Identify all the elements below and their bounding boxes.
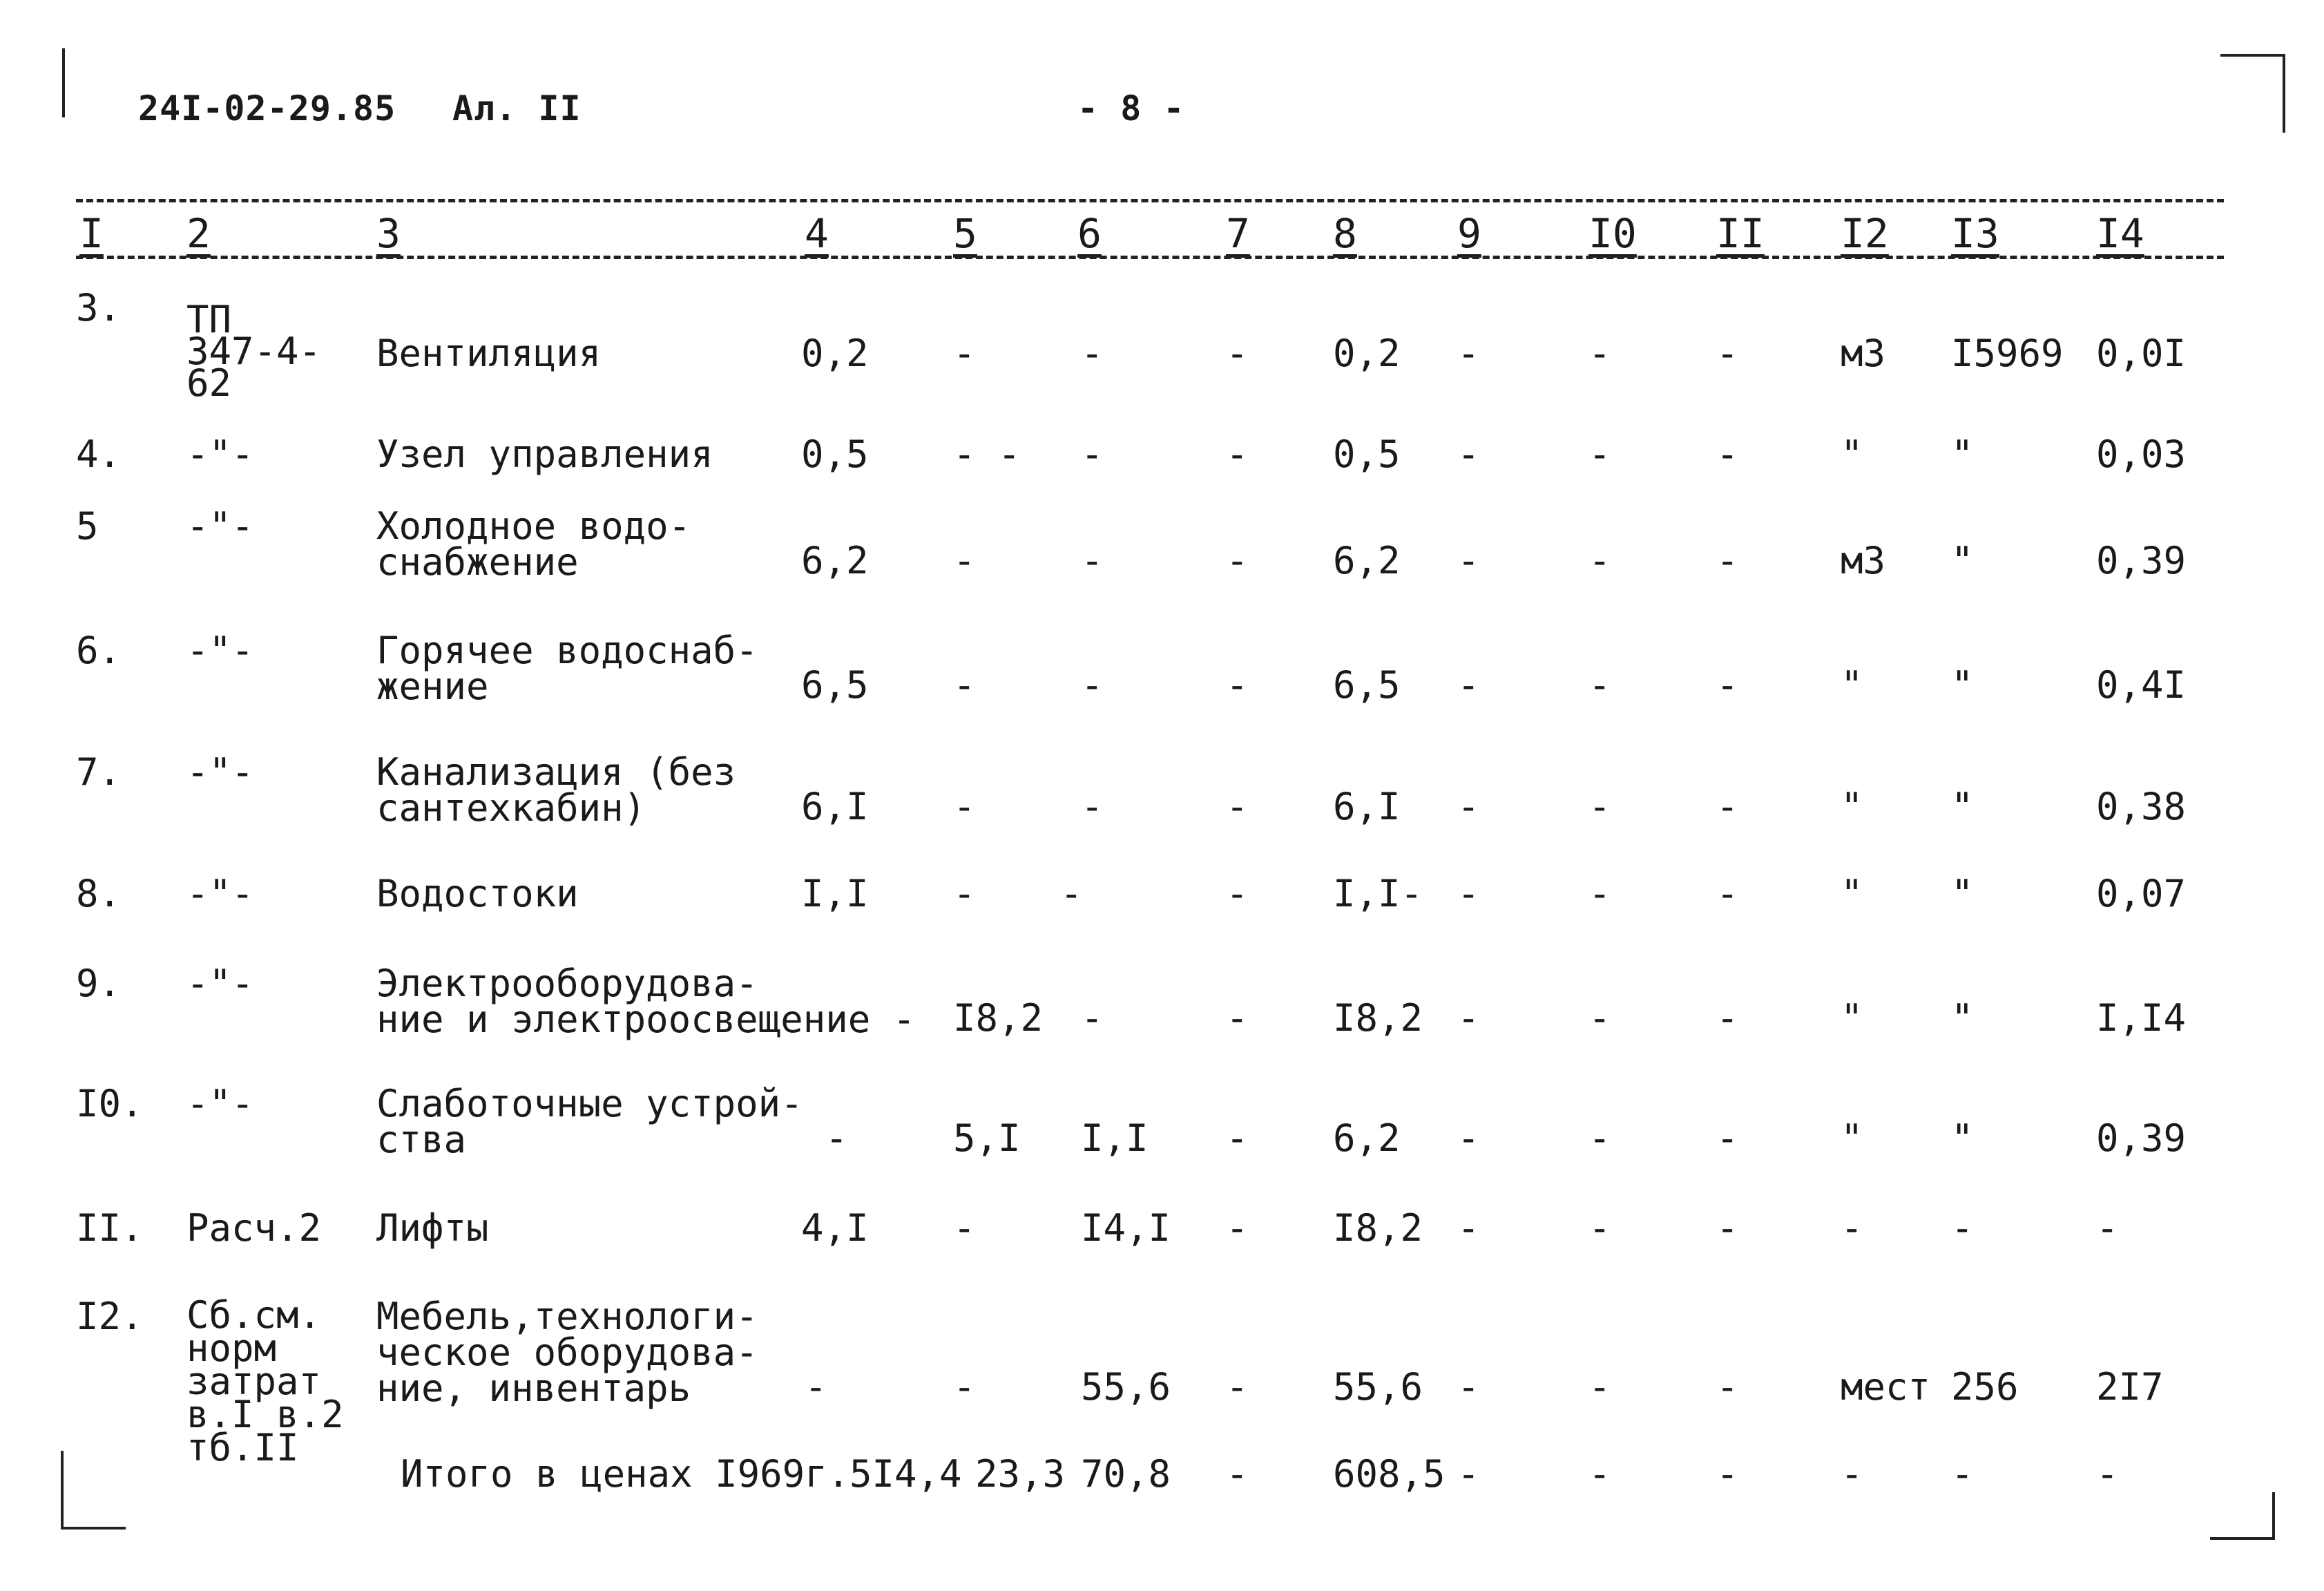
col-5-value: I8,2	[953, 996, 1044, 1040]
item-name: Горячее водоснаб- жение	[376, 629, 758, 708]
row-number: 3.	[76, 286, 122, 330]
col-4-value: 6,2	[801, 539, 869, 582]
item-name: Холодное водо- снабжение	[376, 504, 691, 584]
col-6-value: I4,I	[1081, 1206, 1171, 1250]
col-9-value: -	[1457, 996, 1480, 1040]
column-header-12: I2	[1841, 210, 1889, 257]
col-8-value: I8,2	[1333, 1206, 1423, 1250]
col-13-value: "	[1951, 663, 1974, 707]
total-col-11: -	[1716, 1452, 1739, 1496]
col-5-value: -	[953, 332, 976, 375]
corner-mark-top-left	[62, 48, 65, 117]
col-11-value: -	[1716, 996, 1739, 1040]
col-8-value: 55,6	[1333, 1365, 1423, 1409]
item-name: Слаботочные устрой- ства	[376, 1082, 803, 1161]
col-14-value: 0,07	[2096, 872, 2187, 915]
col-9-value: -	[1457, 1365, 1480, 1409]
col-8-value: I8,2	[1333, 996, 1423, 1040]
col-13-value: "	[1951, 996, 1974, 1040]
total-col-6: 70,8	[1081, 1452, 1171, 1496]
col-5-value: -	[953, 663, 976, 707]
col-13-value: "	[1951, 539, 1974, 582]
col-10-value: -	[1588, 663, 1611, 707]
col-5-value: - -	[953, 432, 1021, 476]
column-header-10: I0	[1588, 210, 1637, 257]
col-4-value: 6,5	[801, 663, 869, 707]
col-4-value: -	[805, 1365, 827, 1409]
col-8-value: 6,2	[1333, 539, 1401, 582]
col-9-value: -	[1457, 785, 1480, 828]
col-11-value: -	[1716, 663, 1739, 707]
col-14-value: -	[2096, 1206, 2119, 1250]
col-7-value: -	[1226, 785, 1249, 828]
column-header-3: 3	[376, 210, 401, 257]
col-7-value: -	[1226, 663, 1249, 707]
column-header-2: 2	[186, 210, 211, 257]
row-number: 8.	[76, 872, 122, 915]
sheet-label: Ал. II	[452, 88, 582, 128]
col-7-value: -	[1226, 539, 1249, 582]
reference: -"-	[186, 1082, 254, 1125]
page-number: - 8 -	[1077, 88, 1185, 128]
col-13-value: 256	[1951, 1365, 2019, 1409]
col-13-value: -	[1951, 1206, 1974, 1250]
col-5-value: -	[953, 539, 976, 582]
col-14-value: 0,4I	[2096, 663, 2187, 707]
item-name: Лифты	[376, 1206, 489, 1250]
doc-code: 24I-02-29.85	[138, 88, 396, 128]
column-header-5: 5	[953, 210, 977, 257]
reference: ТП 347-4- 62	[186, 298, 322, 405]
col-11-value: -	[1716, 1116, 1739, 1160]
col-11-value: -	[1716, 785, 1739, 828]
col-4-value: I,I	[801, 872, 869, 915]
reference: -"-	[186, 750, 254, 794]
col-4-value: 6,I	[801, 785, 869, 828]
col-14-value: I,I4	[2096, 996, 2187, 1040]
col-8-value: 0,5	[1333, 432, 1401, 476]
col-5-value: -	[953, 785, 976, 828]
col-7-value: -	[1226, 1116, 1249, 1160]
column-header-7: 7	[1226, 210, 1250, 257]
col-6-value: -	[1060, 872, 1083, 915]
col-10-value: -	[1588, 1206, 1611, 1250]
col-13-value: "	[1951, 872, 1974, 915]
reference: -"-	[186, 504, 254, 548]
reference: -"-	[186, 962, 254, 1005]
reference: -"-	[186, 629, 254, 672]
total-col-4: 5I4,4	[849, 1452, 962, 1496]
item-name: Вентиляция	[376, 332, 602, 375]
item-name: Электрооборудова- ние и электроосвещение -	[376, 962, 916, 1041]
col-12-value: "	[1841, 663, 1863, 707]
col-7-value: -	[1226, 996, 1249, 1040]
col-7-value: -	[1226, 1206, 1249, 1250]
item-name: Узел управления	[376, 432, 713, 476]
corner-mark-bottom-left	[61, 1451, 126, 1530]
total-col-13: -	[1951, 1452, 1974, 1496]
total-col-7: -	[1226, 1452, 1249, 1496]
total-col-9: -	[1457, 1452, 1480, 1496]
col-13-value: "	[1951, 432, 1974, 476]
column-header-14: I4	[2096, 210, 2144, 257]
col-6-value: -	[1081, 539, 1104, 582]
col-7-value: -	[1226, 872, 1249, 915]
row-number: 7.	[76, 750, 122, 794]
col-11-value: -	[1716, 1365, 1739, 1409]
col-8-value: 6,5	[1333, 663, 1401, 707]
col-6-value: 55,6	[1081, 1365, 1171, 1409]
col-9-value: -	[1457, 1116, 1480, 1160]
corner-mark-bottom-right	[2210, 1492, 2275, 1540]
col-6-value: I,I	[1081, 1116, 1149, 1160]
col-5-value: -	[953, 1365, 976, 1409]
row-number: 5	[76, 504, 99, 548]
col-11-value: -	[1716, 432, 1739, 476]
reference: Расч.2	[186, 1206, 322, 1250]
col-4-value: 0,5	[801, 432, 869, 476]
total-col-8: 608,5	[1333, 1452, 1446, 1496]
column-header-11: II	[1716, 210, 1765, 257]
col-12-value: "	[1841, 785, 1863, 828]
col-9-value: -	[1457, 872, 1480, 915]
col-9-value: -	[1457, 332, 1480, 375]
col-14-value: 0,39	[2096, 539, 2187, 582]
column-header-6: 6	[1077, 210, 1102, 257]
col-12-value: мест	[1841, 1365, 1931, 1409]
total-col-10: -	[1588, 1452, 1611, 1496]
total-col-5: 23,3	[975, 1452, 1066, 1496]
col-6-value: -	[1081, 332, 1104, 375]
row-number: I2.	[76, 1295, 144, 1338]
col-12-value: мЗ	[1841, 539, 1886, 582]
col-10-value: -	[1588, 539, 1611, 582]
column-header-4: 4	[805, 210, 829, 257]
col-11-value: -	[1716, 539, 1739, 582]
header-top-rule	[76, 199, 2224, 202]
col-9-value: -	[1457, 1206, 1480, 1250]
col-4-value: 4,I	[801, 1206, 869, 1250]
col-12-value: "	[1841, 1116, 1863, 1160]
col-8-value: 6,I	[1333, 785, 1401, 828]
total-col-12: -	[1841, 1452, 1863, 1496]
total-label: Итого в ценах I969г.	[401, 1452, 850, 1496]
col-11-value: -	[1716, 332, 1739, 375]
row-number: I0.	[76, 1082, 144, 1125]
col-5-value: -	[953, 1206, 976, 1250]
col-10-value: -	[1588, 1365, 1611, 1409]
col-10-value: -	[1588, 332, 1611, 375]
col-11-value: -	[1716, 872, 1739, 915]
col-14-value: 0,38	[2096, 785, 2187, 828]
row-number: 4.	[76, 432, 122, 476]
col-4-value: -	[825, 1116, 848, 1160]
col-13-value: "	[1951, 785, 1974, 828]
total-col-14: -	[2096, 1452, 2119, 1496]
col-11-value: -	[1716, 1206, 1739, 1250]
col-12-value: "	[1841, 996, 1863, 1040]
col-9-value: -	[1457, 539, 1480, 582]
corner-mark-top-right	[2220, 54, 2285, 133]
col-6-value: -	[1081, 432, 1104, 476]
col-14-value: 0,03	[2096, 432, 2187, 476]
col-6-value: -	[1081, 663, 1104, 707]
col-9-value: -	[1457, 663, 1480, 707]
row-number: 6.	[76, 629, 122, 672]
col-12-value: "	[1841, 872, 1863, 915]
row-number: II.	[76, 1206, 144, 1250]
col-12-value: мЗ	[1841, 332, 1886, 375]
reference: Сб.см. норм затрат в.I в.2 тб.II	[186, 1293, 344, 1469]
col-4-value: 0,2	[801, 332, 869, 375]
col-10-value: -	[1588, 432, 1611, 476]
column-header-13: I3	[1951, 210, 1999, 257]
column-header-9: 9	[1457, 210, 1481, 257]
col-13-value: "	[1951, 1116, 1974, 1160]
col-12-value: "	[1841, 432, 1863, 476]
col-6-value: -	[1081, 785, 1104, 828]
item-name: Мебель,технологи- ческое оборудова- ние, инвентарь	[376, 1295, 758, 1410]
col-8-value: 6,2	[1333, 1116, 1401, 1160]
col-7-value: -	[1226, 1365, 1249, 1409]
col-8-value: 0,2	[1333, 332, 1401, 375]
col-10-value: -	[1588, 872, 1611, 915]
col-10-value: -	[1588, 1116, 1611, 1160]
col-5-value: -	[953, 872, 976, 915]
item-name: Водостоки	[376, 872, 579, 915]
item-name: Канализация (без сантехкабин)	[376, 750, 736, 830]
column-header-8: 8	[1333, 210, 1357, 257]
col-12-value: -	[1841, 1206, 1863, 1250]
col-6-value: -	[1081, 996, 1104, 1040]
col-10-value: -	[1588, 785, 1611, 828]
col-5-value: 5,I	[953, 1116, 1021, 1160]
col-14-value: 0,0I	[2096, 332, 2187, 375]
col-8-value: I,I-	[1333, 872, 1423, 915]
col-14-value: 2I7	[2096, 1365, 2164, 1409]
col-7-value: -	[1226, 332, 1249, 375]
col-10-value: -	[1588, 996, 1611, 1040]
column-header-1: I	[79, 210, 104, 257]
reference: -"-	[186, 872, 254, 915]
header-bottom-rule	[76, 256, 2224, 259]
col-14-value: 0,39	[2096, 1116, 2187, 1160]
col-7-value: -	[1226, 432, 1249, 476]
reference: -"-	[186, 432, 254, 476]
col-9-value: -	[1457, 432, 1480, 476]
row-number: 9.	[76, 962, 122, 1005]
col-13-value: I5969	[1951, 332, 2064, 375]
